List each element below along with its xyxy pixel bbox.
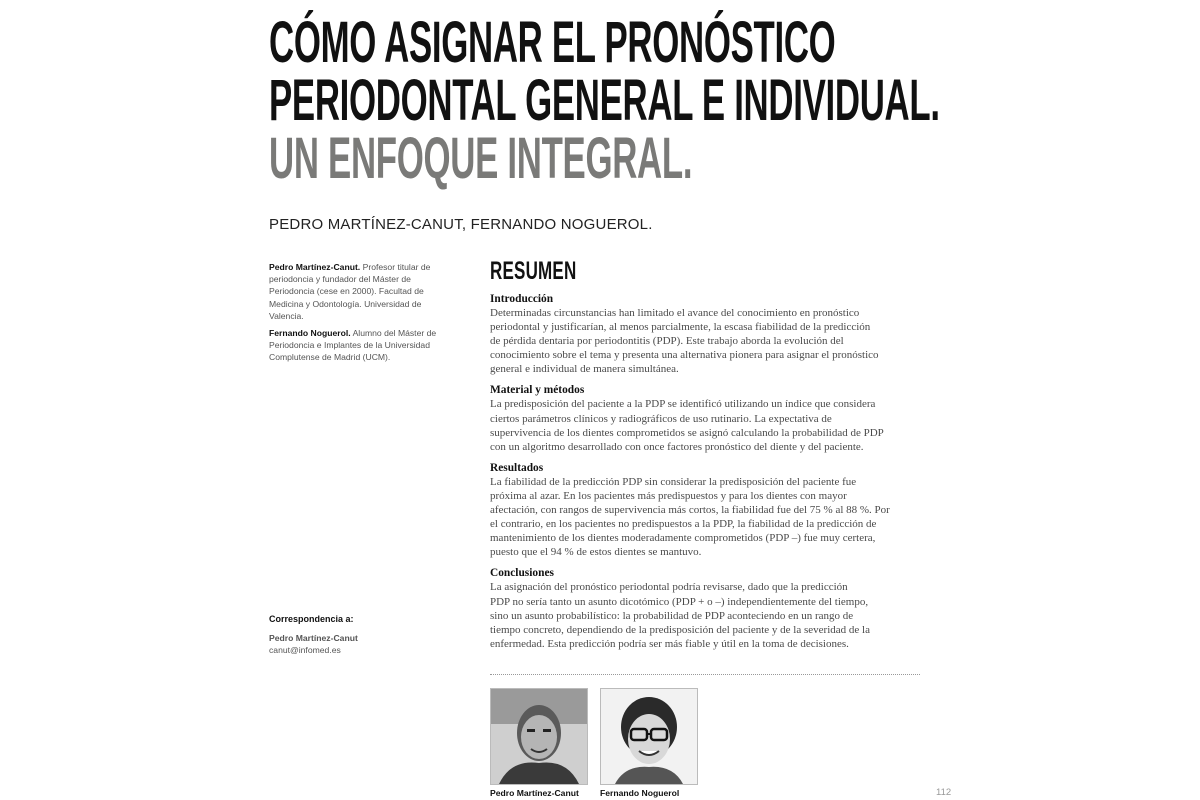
author-list: PEDRO MARTÍNEZ-CANUT, FERNANDO NOGUEROL. bbox=[269, 216, 653, 233]
page-number: 112 bbox=[936, 787, 952, 798]
affiliation-2 bbox=[269, 327, 454, 364]
section-title: Conclusiones bbox=[490, 567, 554, 580]
dotted-divider bbox=[490, 674, 920, 675]
affiliation-1 bbox=[269, 261, 454, 322]
affiliation-text: Alumno del Máster de Periodoncia e Implantes de la Universidad Complutense de Madrid (UCM). bbox=[269, 328, 437, 363]
abstract-section-resultados bbox=[490, 461, 920, 560]
affiliation-block bbox=[269, 261, 454, 369]
section-text: Determinadas circunstancias han limitado el avance del conocimiento en pronóstico periodontal y justificarían, al menos parcialmente, la escasa fiabilidad de la predicción de pérdida dentaria por periodontitis (PDP). Este trabajo aborda la evolución del conocimiento sobre el tema y presenta una alternativa pionera para asignar el pronóstico general e individual de manera simultánea. bbox=[490, 307, 879, 376]
section-text: La asignación del pronóstico periodontal podría revisarse, dado que la predicción PDP no sería tanto un asunto dicotómico (PDP + o –) independientemente del tiempo, sino un asunto probabilístico: la probabilidad de PDP aconteciendo en un rango de tiempo concreto, dependiendo de la predisposición del paciente y de la severidad de la enfermedad. Esta predicción podría ser más fiable y útil en la toma de decisiones. bbox=[490, 581, 870, 650]
abstract-heading: RESUMEN bbox=[490, 257, 577, 285]
affiliation-name: Pedro Martínez-Canut. bbox=[269, 262, 361, 272]
article-title bbox=[269, 10, 940, 191]
title-line-1: CÓMO ASIGNAR EL PRONÓSTICO bbox=[269, 10, 836, 75]
photo-caption: Fernando Noguerol bbox=[600, 788, 680, 798]
author-photo-martinez-canut bbox=[490, 688, 588, 785]
section-title: Resultados bbox=[490, 461, 544, 474]
affiliation-name: Fernando Noguerol. bbox=[269, 328, 351, 339]
abstract-section-metodos bbox=[490, 383, 920, 453]
abstract-body bbox=[490, 292, 920, 658]
photo-caption: Pedro Martínez-Canut bbox=[490, 788, 579, 798]
section-title: Material y métodos bbox=[490, 384, 585, 397]
correspondence-label: Correspondencia a: bbox=[269, 614, 354, 624]
correspondence-email: canut@infomed.es bbox=[269, 645, 341, 655]
correspondence-name: Pedro Martínez-Canut bbox=[269, 633, 358, 643]
section-text: La predisposición del paciente a la PDP se identificó utilizando un índice que considera ciertos parámetros clínicos y radiográficos de uso rutinario. La expectativa de supervivencia de los dientes comprometidos se asignó calculando la probabilidad de PDP con un algoritmo desarrollado con once factores pronóstico del diente y del paciente. bbox=[490, 398, 884, 453]
abstract-section-conclusiones bbox=[490, 566, 920, 650]
author-photo-noguerol bbox=[600, 688, 698, 785]
correspondence-block bbox=[269, 632, 358, 656]
section-title: Introducción bbox=[490, 293, 554, 305]
title-line-3: UN ENFOQUE INTEGRAL. bbox=[269, 126, 693, 191]
title-line-2: PERIODONTAL GENERAL E INDIVIDUAL. bbox=[269, 68, 940, 133]
affiliation-text: Profesor titular de periodoncia y fundador del Máster de Periodoncia (cese en 2000). Facultad de Medicina y Odontología. Universidad de Valencia. bbox=[269, 262, 431, 321]
abstract-section-introduccion bbox=[490, 292, 920, 376]
section-text: La fiabilidad de la predicción PDP sin considerar la predisposición del paciente fue próxima al azar. En los pacientes más predispuestos y para los dientes con mayor afectación, con rangos de supervivencia más cortos, la fiabilidad fue del 75 % al 88 %. Por el contrario, en los pacientes no predispuestos a la PDP, la fiabilidad de la predicción de mantenimiento de los dientes moderadamente comprometidos (PDP –) fue muy certera, puesto que el 94 % de estos dientes se mantuvo. bbox=[490, 475, 890, 559]
